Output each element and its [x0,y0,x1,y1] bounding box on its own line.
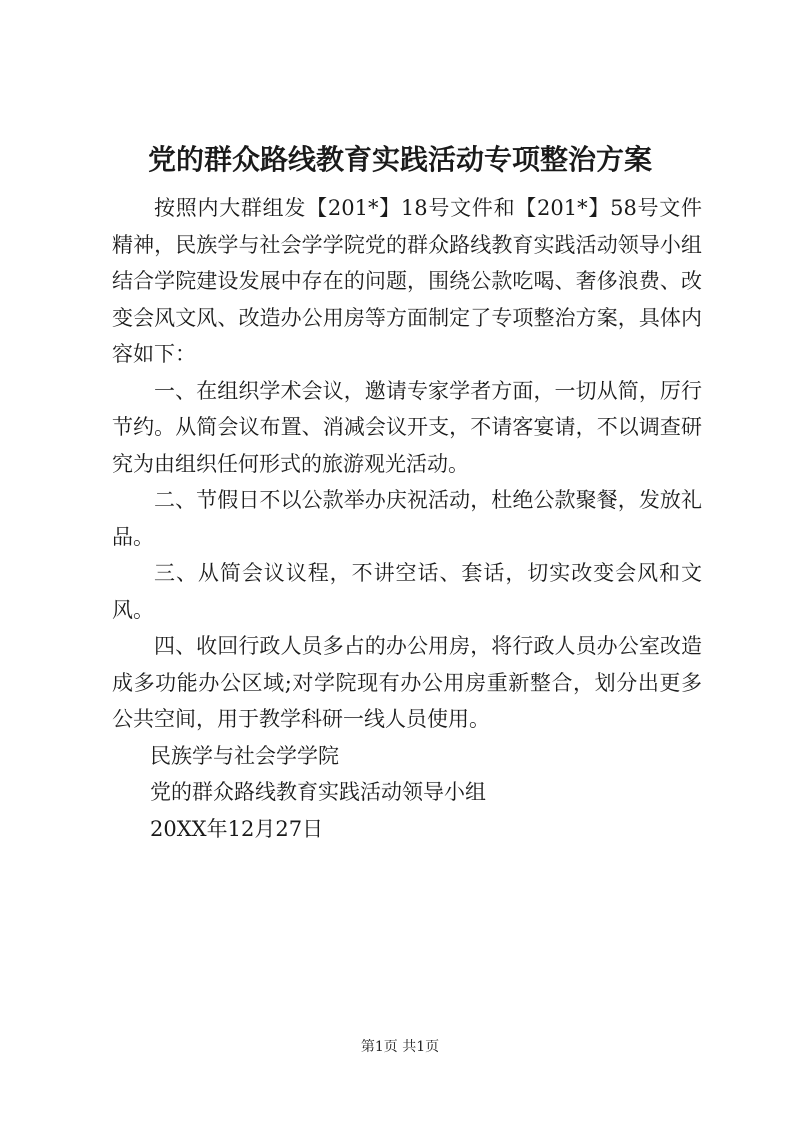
paragraph-item-2: 二、节假日不以公款举办庆祝活动，杜绝公款聚餐，发放礼品。 [112,488,702,549]
page-footer: 第1页 共1页 [360,1039,440,1055]
signature-org: 民族学与社会学学院 [150,743,339,768]
signature-group: 党的群众路线教育实践活动领导小组 [150,780,486,804]
paragraph-item-4: 四、收回行政人员多占的办公用房，将行政人员办公室改造成多功能办公区域;对学院现有办公用房重新整合，划分出更多公共空间，用于教学科研一线人员使用。 [112,634,702,731]
paragraph-item-3: 三、从简会议议程，不讲空话、套话，切实改变会风和文风。 [112,561,702,622]
document-body [112,190,702,847]
paragraph-item-1: 一、在组织学术会议，邀请专家学者方面，一切从简，厉行节约。从简会议布置、消减会议开支，不请客宴请，不以调查研究为由组织任何形式的旅游观光活动。 [112,378,702,476]
paragraph-intro: 按照内大群组发【201*】18号文件和【201*】58号文件精神，民族学与社会学学院党的群众路线教育实践活动领导小组结合学院建设发展中存在的问题，围绕公款吃喝、奢侈浪费、改变会风文风、改造办公用房等方面制定了专项整治方案，具体内容如下： [112,196,702,366]
document-title: 党的群众路线教育实践活动专项整治方案 [147,143,652,176]
signature-date: 20XX年12月27日 [150,816,324,841]
